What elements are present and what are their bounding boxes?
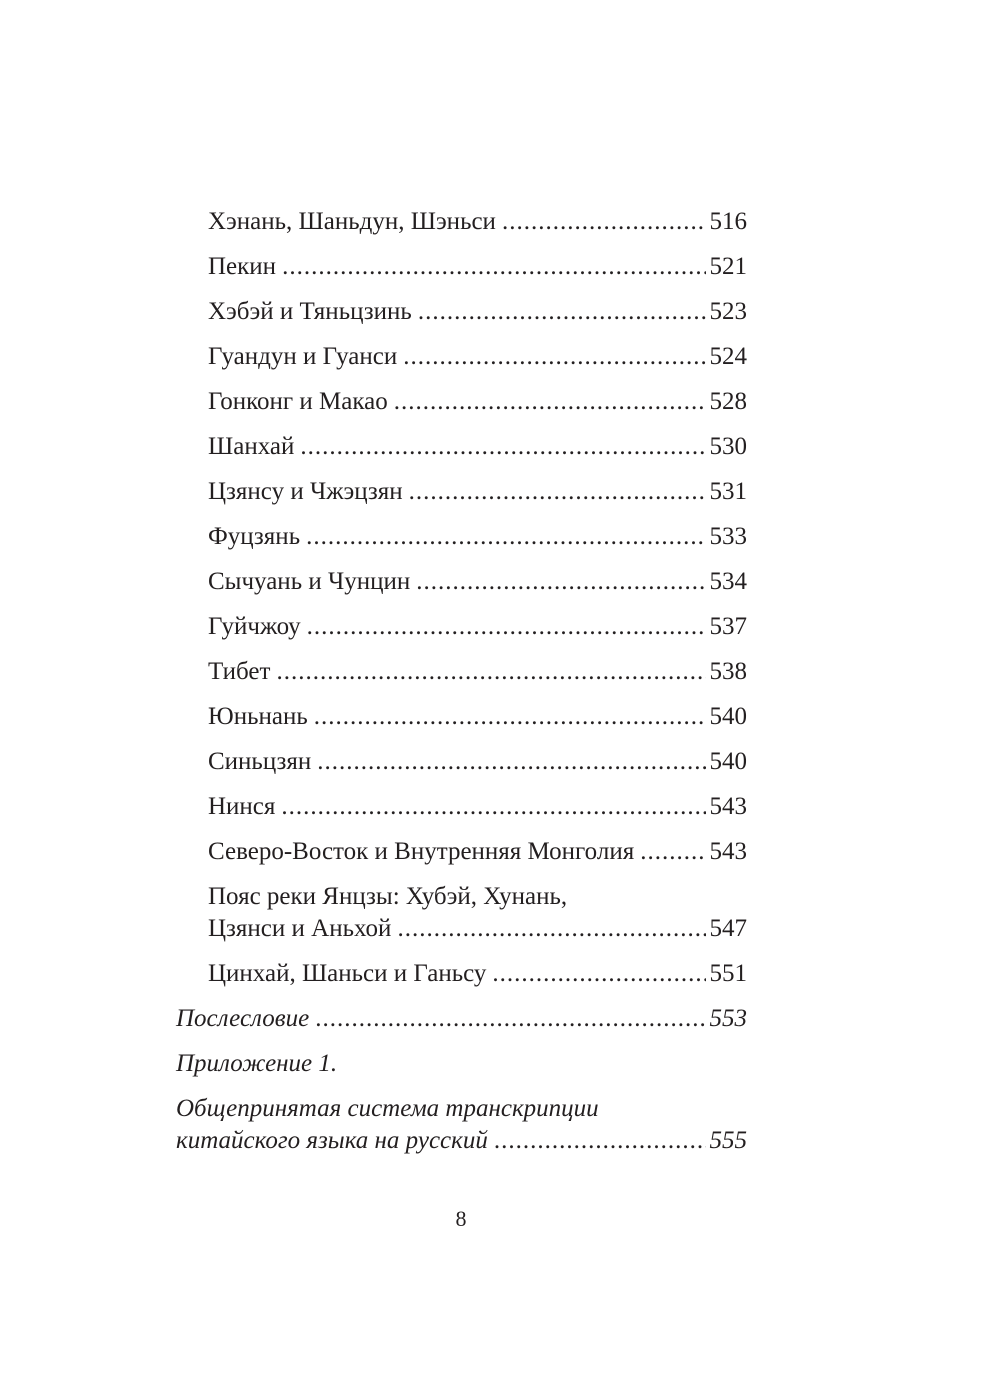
dot-leader: [281, 791, 705, 823]
toc-entry-page: 543: [709, 793, 747, 820]
dot-leader: [394, 386, 706, 418]
toc-entry-page: 543: [709, 838, 747, 865]
toc-entry-label: Тибет: [208, 658, 271, 685]
dot-leader: [494, 1125, 706, 1157]
toc-entry[interactable]: [176, 566, 747, 598]
toc-entry-page: 534: [709, 568, 747, 595]
toc-entry[interactable]: [176, 476, 747, 508]
appendix-label-line2: китайского языка на русский: [176, 1127, 488, 1154]
toc-entry-label: Фуцзянь: [208, 523, 301, 550]
toc-entry[interactable]: [176, 958, 747, 990]
toc-entry[interactable]: [176, 251, 747, 283]
toc-appendix-title[interactable]: [176, 1048, 747, 1080]
toc-entry-label: Северо-Восток и Внутренняя Монголия: [208, 838, 635, 865]
toc-entry-page: 528: [709, 388, 747, 415]
toc-entry-label: Синьцзян: [208, 748, 312, 775]
toc-entry-label: Хэнань, Шаньдун, Шэньси: [208, 208, 496, 235]
toc-entry[interactable]: [176, 296, 747, 328]
toc-entry-label: Сычуань и Чунцин: [208, 568, 411, 595]
dot-leader: [306, 521, 705, 553]
toc-entry-page: 524: [709, 343, 747, 370]
toc-entry-page: 531: [709, 478, 747, 505]
toc-entry-page: 530: [709, 433, 747, 460]
toc-entry[interactable]: [176, 656, 747, 688]
afterword-label: Послесловие: [176, 1005, 310, 1032]
toc-entry[interactable]: [176, 881, 747, 945]
dot-leader: [314, 701, 706, 733]
toc-entry-page: 523: [709, 298, 747, 325]
toc-entry-label-line2: Цзянси и Аньхой: [208, 915, 392, 942]
toc-entry-label: Нинся: [208, 793, 276, 820]
toc-entry-page: 537: [709, 613, 747, 640]
toc-entry-appendix[interactable]: [176, 1093, 747, 1157]
afterword-page: 553: [709, 1005, 747, 1032]
toc-entry-afterword[interactable]: [176, 1003, 747, 1035]
toc-entry-page: 516: [709, 208, 747, 235]
dot-leader: [403, 341, 705, 373]
toc-entry-label: Гуйчжоу: [208, 613, 301, 640]
dot-leader: [317, 746, 705, 778]
toc-entry-label: Цзянсу и Чжэцзян: [208, 478, 403, 505]
dot-leader: [315, 1003, 705, 1035]
toc-entry[interactable]: [176, 341, 747, 373]
table-of-contents: [176, 206, 747, 1170]
dot-leader: [409, 476, 706, 508]
toc-entry[interactable]: [176, 431, 747, 463]
toc-entry-label: Юньнань: [208, 703, 308, 730]
toc-entry[interactable]: [176, 611, 747, 643]
toc-entry[interactable]: [176, 746, 747, 778]
toc-entry-page: 540: [709, 703, 747, 730]
toc-entry-page: 538: [709, 658, 747, 685]
page-number: 8: [455, 1206, 467, 1231]
toc-entry[interactable]: [176, 701, 747, 733]
toc-entry-label-line1: Пояс реки Янцзы: Хубэй, Хунань,: [208, 883, 568, 910]
dot-leader: [276, 656, 705, 688]
toc-entry-page: 521: [709, 253, 747, 280]
toc-entry[interactable]: [176, 521, 747, 553]
toc-entry-label: Гонконг и Макао: [208, 388, 388, 415]
dot-leader: [307, 611, 706, 643]
dot-leader: [397, 913, 705, 945]
dot-leader: [502, 206, 706, 238]
dot-leader: [416, 566, 705, 598]
toc-entry-label: Гуандун и Гуанси: [208, 343, 398, 370]
dot-leader: [282, 251, 705, 283]
toc-entry-label: Пекин: [208, 253, 277, 280]
toc-entry[interactable]: [176, 791, 747, 823]
toc-entry-page: 551: [709, 960, 747, 987]
toc-entry[interactable]: [176, 386, 747, 418]
appendix-page: 555: [709, 1127, 747, 1154]
dot-leader: [300, 431, 705, 463]
toc-entry-label: Хэбэй и Тяньцзинь: [208, 298, 412, 325]
dot-leader: [492, 958, 705, 990]
dot-leader: [418, 296, 706, 328]
appendix-title: Приложение 1.: [176, 1050, 338, 1077]
dot-leader: [640, 836, 705, 868]
appendix-label-line1: Общепринятая система транскрипции: [176, 1095, 599, 1122]
toc-entry-label: Цинхай, Шаньси и Ганьсу: [208, 960, 487, 987]
toc-entry-page: 547: [709, 915, 747, 942]
toc-entry-page: 533: [709, 523, 747, 550]
toc-entry[interactable]: [176, 206, 747, 238]
toc-entry-page: 540: [709, 748, 747, 775]
toc-entry[interactable]: [176, 836, 747, 868]
toc-entry-label: Шанхай: [208, 433, 295, 460]
